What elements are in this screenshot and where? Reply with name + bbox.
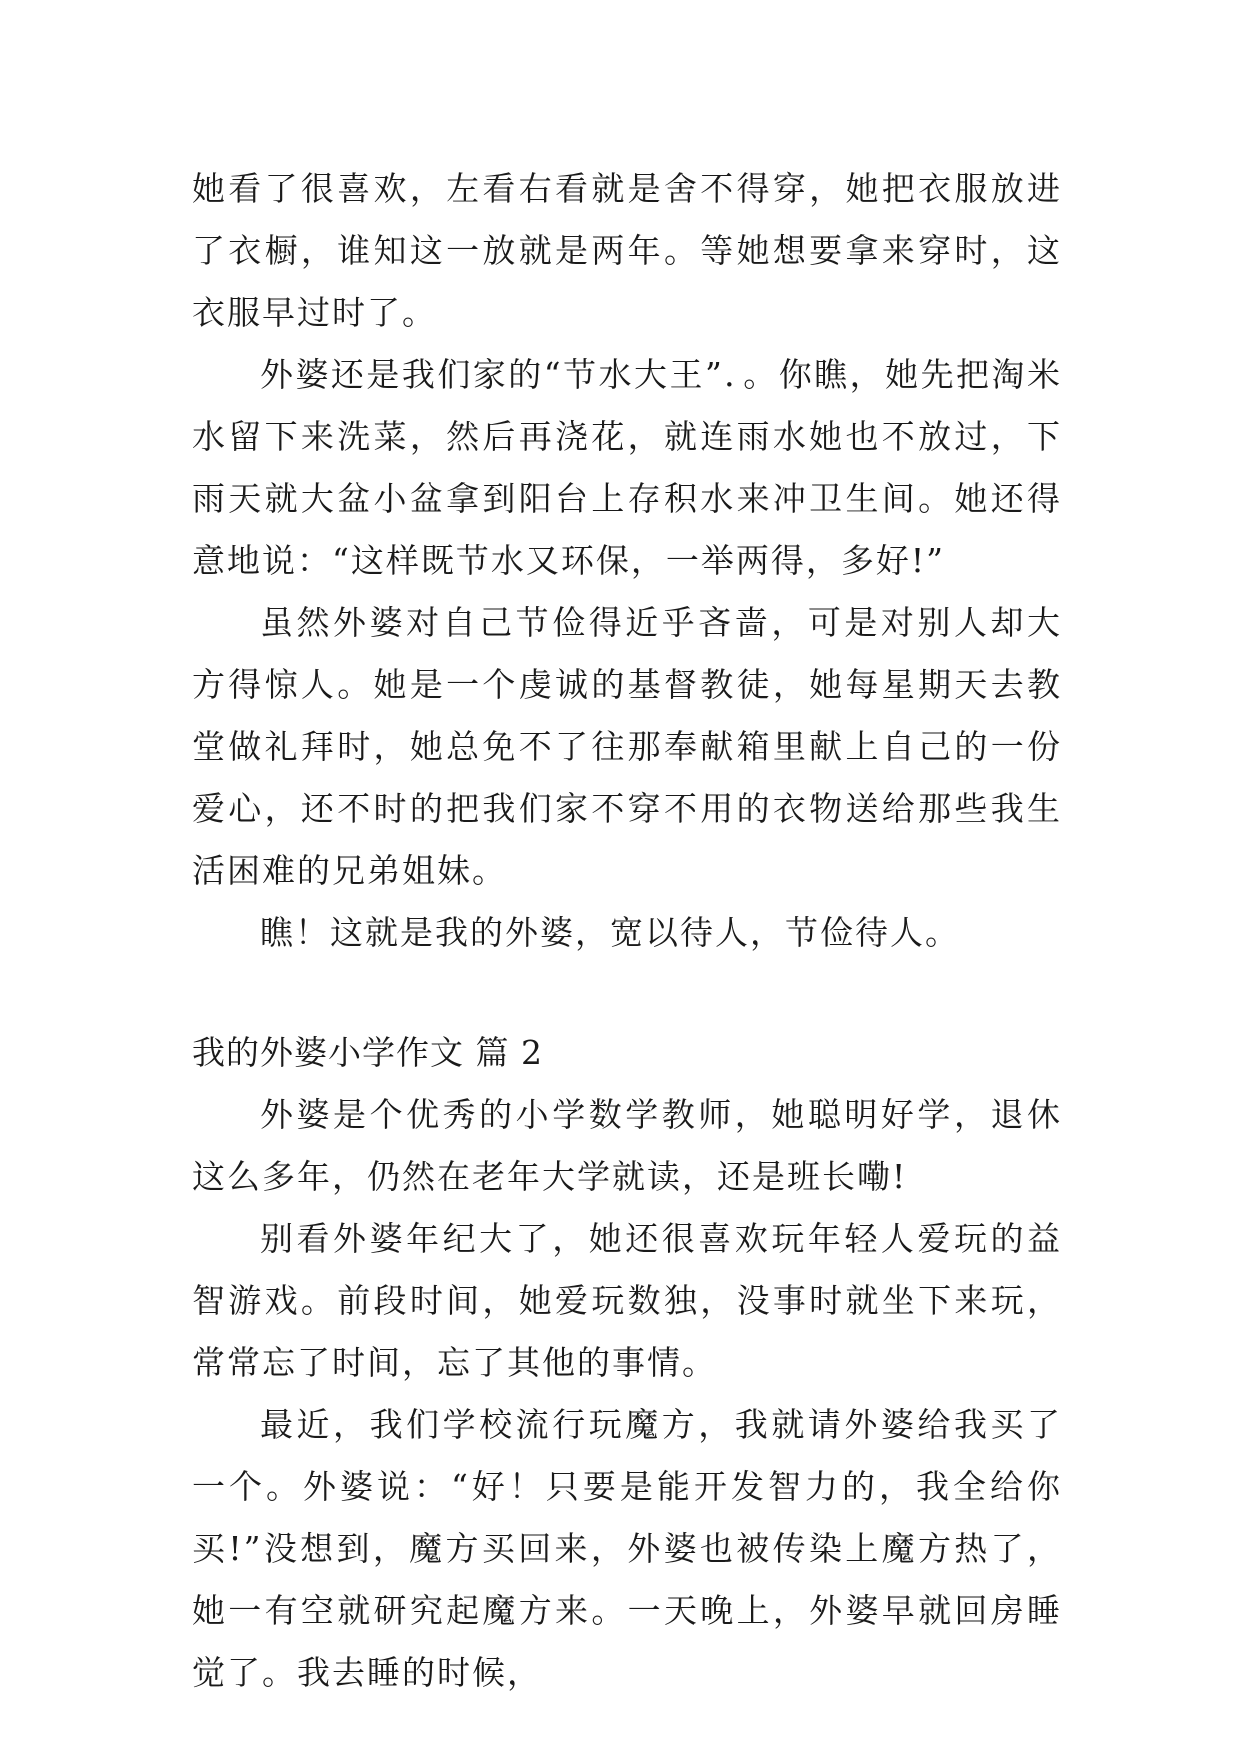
paragraph-6: 别看外婆年纪大了，她还很喜欢玩年轻人爱玩的益智游戏。前段时间，她爱玩数独，没事时就坐下来玩，常常忘了时间，忘了其他的事情。 [192,1219,1062,1382]
paragraph-7: 最近，我们学校流行玩魔方，我就请外婆给我买了一个。外婆说：“好！只要是能开发智力的，我全给你买!”没想到，魔方买回来，外婆也被传染上魔方热了，她一有空就研究起魔方来。一天晚上，外婆早就回房睡觉了。我去睡的时候， [192,1405,1062,1692]
section-title: 我的外婆小学作文 篇 2 [192,1033,543,1072]
paragraph-4: 瞧！这就是我的外婆，宽以待人，节俭待人。 [260,913,960,952]
paragraph-3: 虽然外婆对自己节俭得近乎吝啬，可是对别人却大方得惊人。她是一个虔诚的基督教徒，她每星期天去教堂做礼拜时，她总免不了往那奉献箱里献上自己的一份爱心，还不时的把我们家不穿不用的衣物送给那些我生活困难的兄弟姐妹。 [192,603,1062,890]
paragraph-5: 外婆是个优秀的小学数学教师，她聪明好学，退休这么多年，仍然在老年大学就读，还是班长嘞! [192,1095,1062,1196]
paragraph-1: 她看了很喜欢，左看右看就是舍不得穿，她把衣服放进了衣橱，谁知这一放就是两年。等她想要拿来穿时，这衣服早过时了。 [192,169,1062,332]
document-body [192,158,1062,1704]
paragraph-2: 外婆还是我们家的“节水大王”．。你瞧，她先把淘米水留下来洗菜，然后再浇花，就连雨水她也不放过，下雨天就大盆小盆拿到阳台上存积水来冲卫生间。她还得意地说：“这样既节水又环保，一举两得，多好!” [192,355,1062,580]
